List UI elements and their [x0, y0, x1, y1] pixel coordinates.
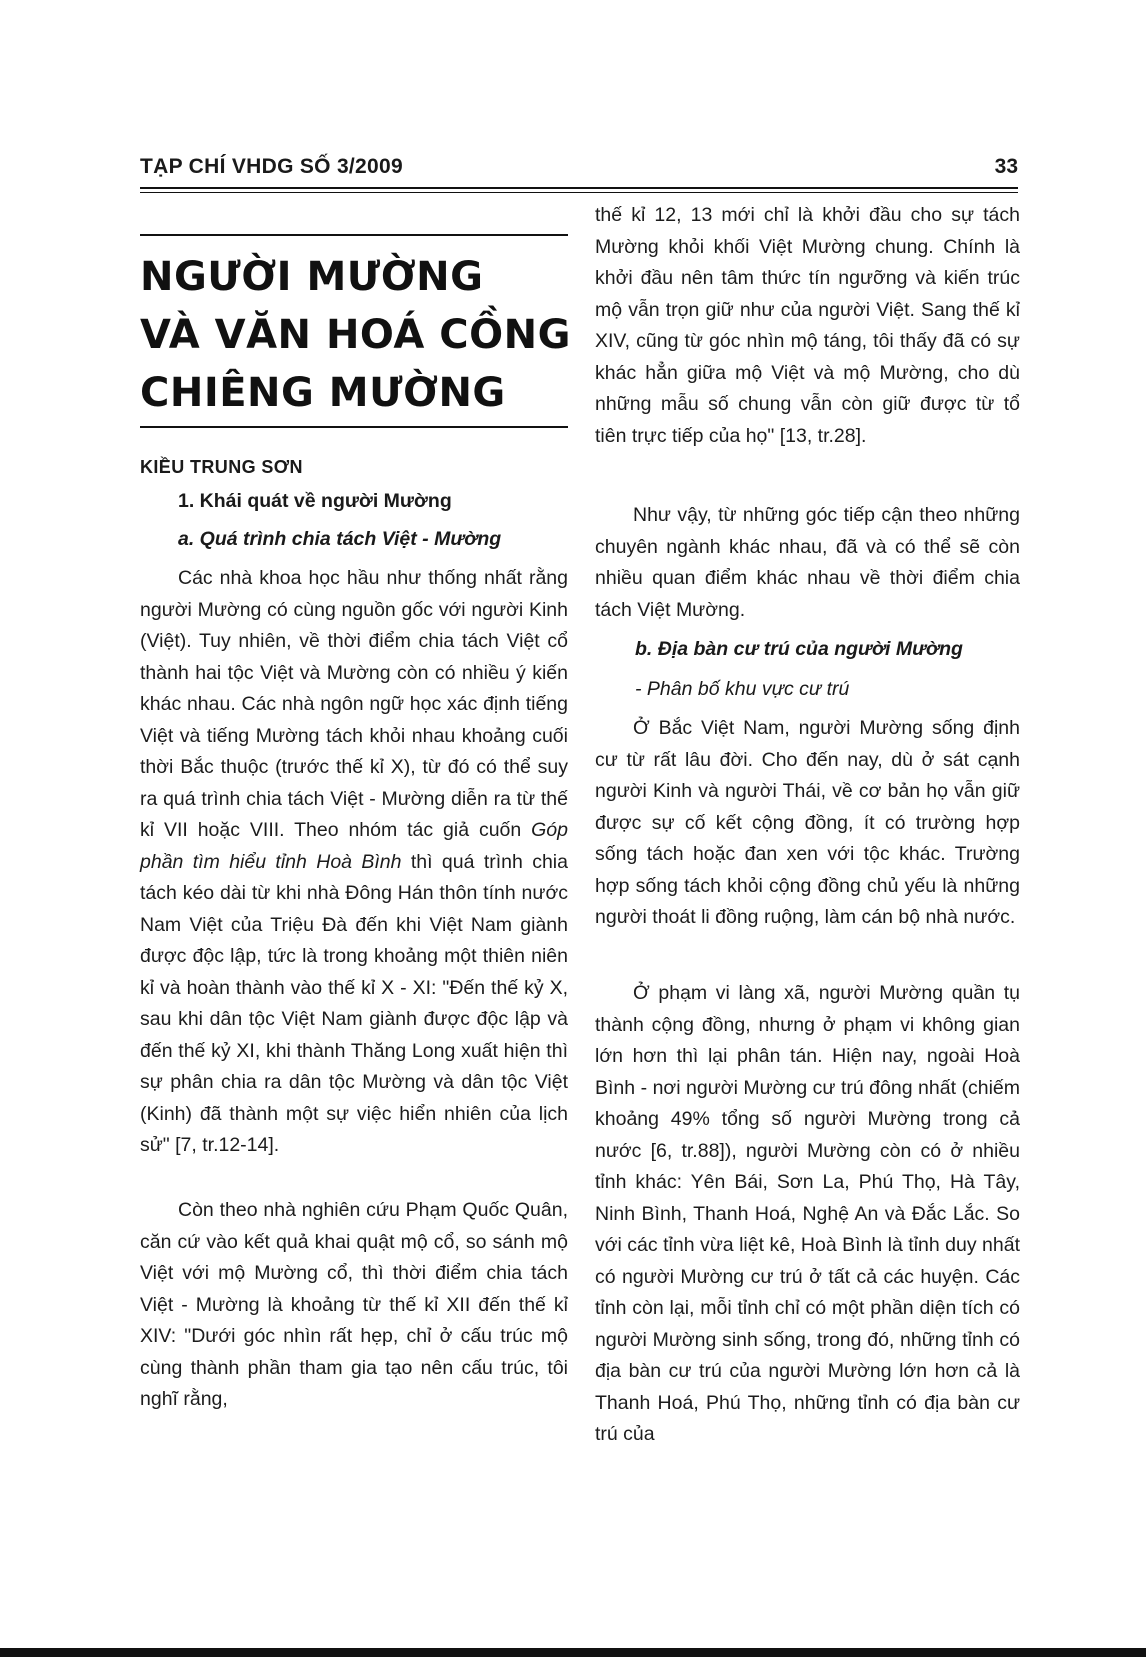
paragraph-2: Còn theo nhà nghiên cứu Phạm Quốc Quân, căn cứ vào kết quả khai quật mộ cổ, so sánh mộ Việt với mộ Mường cổ, thì thời điểm chia tách Việt - Mường là khoảng từ thế kỉ XII đến thế kỉ XIV: "Dưới góc nhìn rất hẹp, chỉ ở cấu trúc mộ cùng thành phần tham gia tạo nên cấu trúc, tôi nghĩ rằng,: [140, 1199, 568, 1410]
right-paragraph-4: Ở phạm vi làng xã, người Mường quần tụ thành cộng đồng, nhưng ở phạm vi không gian lớn hơn thì lại phân tán. Hiện nay, ngoài Hoà Bình - nơi người Mường cư trú đông nhất (chiếm khoảng 49% tổng số người Mường trong cả nước [6, tr.88]), người Mường còn có ở nhiều tỉnh khác: Yên Bái, Sơn La, Phú Thọ, Hà Tây, Ninh Bình, Thanh Hoá, Nghệ An và Đắc Lắc. So với các tỉnh vừa liệt kê, Hoà Bình là tỉnh duy nhất có người Mường cư trú ở tất cả các huyện. Các tỉnh còn lại, mỗi tỉnh chỉ có một phần diện tích có người Mường sinh sống, trong đó, những tỉnh có địa bàn cư trú của người Mường lớn hơn cả là Thanh Hoá, Phú Thọ, những tỉnh có địa bàn cư trú của: [595, 982, 1020, 1445]
journal-title: TẠP CHÍ VHDG SỐ 3/2009: [140, 155, 403, 178]
right-paragraph-1: thế kỉ 12, 13 mới chỉ là khởi đầu cho sự tách Mường khỏi khối Việt Mường chung. Chính là khởi đầu nên tâm thức tín ngưỡng và kiến trúc mộ vẫn trọn giữ như của người Việt. Sang thế kỉ XIV, cũng từ góc nhìn mộ táng, tôi thấy đã có sự khác hẳn giữa mộ Việt và mộ Mường, cho dù những mẫu số chung vẫn còn giữ được từ tổ tiên trực tiếp của họ" [13, tr.28].: [595, 204, 1020, 447]
right-paragraph-2: Như vậy, từ những góc tiếp cận theo những chuyên ngành khác nhau, đã và có thể sẽ còn nhiều quan điểm khác nhau về thời điểm chia tách Việt Mường.: [595, 504, 1020, 621]
paragraph-1-text-a: Các nhà khoa học hầu như thống nhất rằng người Mường có cùng nguồn gốc với người Kinh (Việt). Tuy nhiên, về thời điểm chia tách Việt cổ thành hai tộc Việt và Mường còn có nhiều ý kiến khác nhau. Các nhà ngôn ngữ học xác định tiếng Việt và tiếng Mường tách khỏi nhau khoảng cuối thời Bắc thuộc (trước thế kỉ X), từ đó có thể suy ra quá trình chia tách Việt - Mường diễn ra từ thế kỉ VII hoặc VIII. Theo nhóm tác giả cuốn: [140, 567, 568, 841]
scan-bottom-edge: [0, 1648, 1146, 1657]
header-rule: [140, 187, 1018, 189]
paragraph-1-text-b: thì quá trình chia tách kéo dài từ khi nhà Đông Hán thôn tính nước Nam Việt của Triệu Đà đến khi Việt Nam giành được độc lập, tức là trong khoảng một thiên niên kỉ và hoàn thành vào thế kỉ X - XI: "Đến thế kỷ X, sau khi dân tộc Việt Nam giành được độc lập và đến thế kỷ XI, khi thành Thăng Long xuất hiện thì sự phân chia ra dân tộc Mường và dân tộc Việt (Kinh) đã thành một sự việc hiển nhiên của lịch sử" [7, tr.12-14].: [140, 850, 568, 1156]
title-rule-bottom: [140, 426, 568, 428]
section-1a-heading: a. Quá trình chia tách Việt - Mường: [178, 528, 502, 550]
right-paragraph-3: Ở Bắc Việt Nam, người Mường sống định cư từ rất lâu đời. Cho đến nay, dù ở sát cạnh người Kinh và người Thái, về cơ bản họ vẫn giữ được sự cố kết cộng đồng, ít có trường hợp sống tách hoặc đan xen với tộc khác. Trường hợp sống tách khỏi cộng đồng chủ yếu là những người thoát li đồng ruộng, làm cán bộ nhà nước.: [595, 717, 1020, 928]
header-rule-thin: [140, 192, 1018, 193]
title-line-3: CHIÊNG MƯỜNG: [140, 370, 506, 416]
paragraph-1: [140, 563, 568, 1162]
title-line-2: VÀ VĂN HOÁ CỒNG: [140, 312, 571, 358]
author-name: KIỀU TRUNG SƠN: [140, 457, 303, 477]
page-number: 33: [994, 155, 1018, 178]
section-1-heading: 1. Khái quát về người Mường: [178, 490, 452, 512]
book-title: Góp phần tìm hiểu tỉnh Hoà Bình: [140, 819, 568, 873]
running-header: [140, 155, 1018, 191]
title-line-1: NGƯỜI MƯỜNG: [140, 254, 484, 300]
title-rule-top: [140, 234, 568, 236]
article-title: [140, 248, 580, 422]
subheading-distribution: - Phân bố khu vực cư trú: [635, 678, 850, 700]
section-1b-heading: b. Địa bàn cư trú của người Mường: [635, 638, 963, 660]
